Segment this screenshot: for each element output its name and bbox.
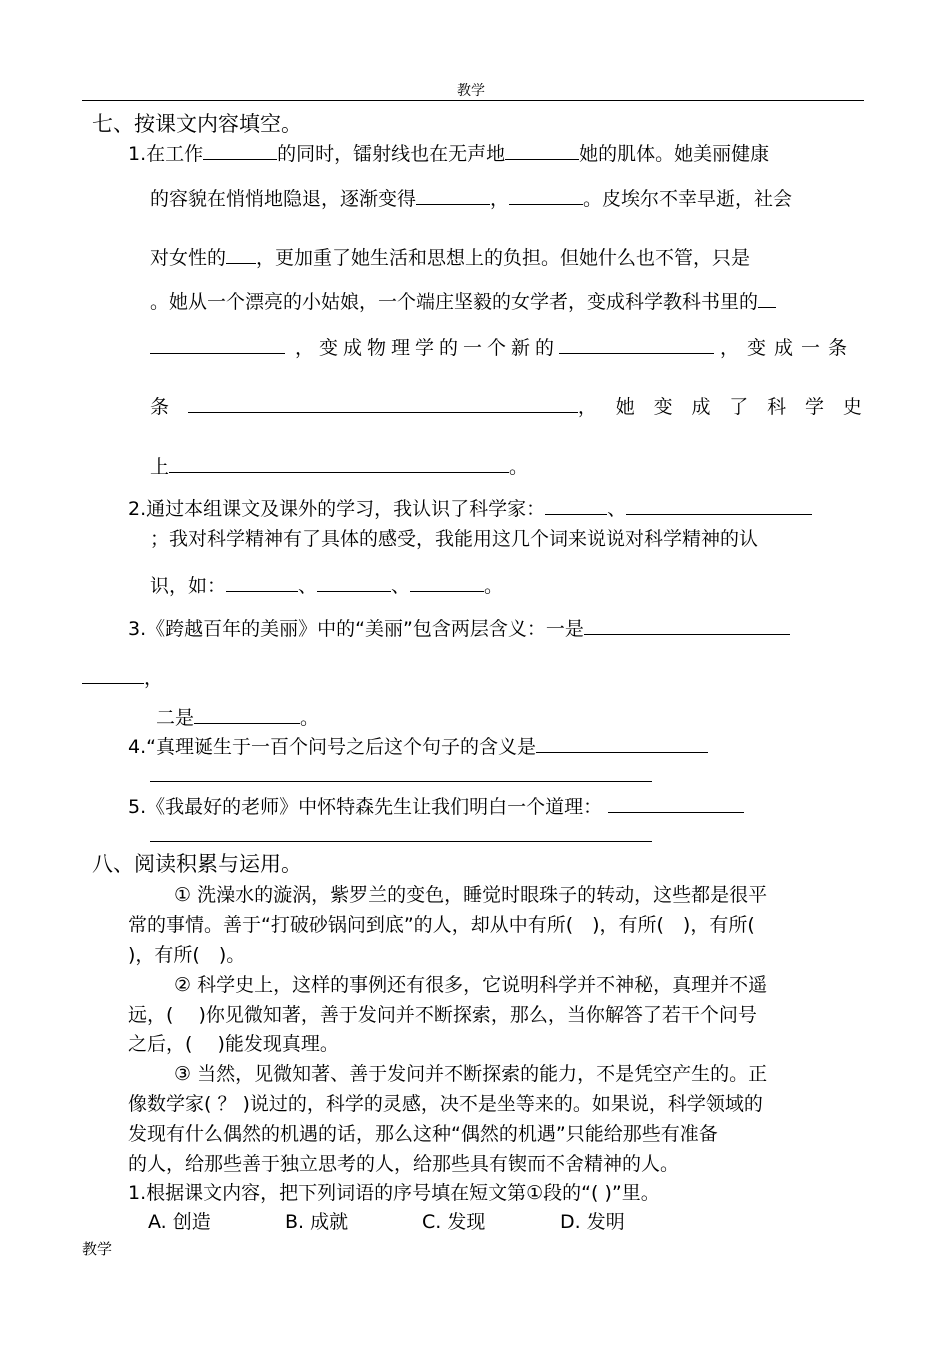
q1-line2: 的容貌在悄悄地隐退，逐渐变得 ， 。皮埃尔不幸早逝，社会 xyxy=(150,188,793,210)
blank[interactable] xyxy=(317,573,391,592)
blank[interactable] xyxy=(226,245,256,264)
blank[interactable] xyxy=(150,335,285,354)
blank[interactable] xyxy=(416,186,490,205)
blank[interactable] xyxy=(536,734,708,753)
blank[interactable] xyxy=(758,289,776,308)
p3-line2: 像数学家( ？ )说过的，科学的灵感，决不是坐等来的。如果说，科学领域的 xyxy=(128,1093,763,1115)
q2-line2: ；我对科学精神有了具体的感受，我能用这几个词来说说对科学精神的认 xyxy=(150,528,759,550)
section-7-title: 七、按课文内容填空。 xyxy=(92,112,302,136)
p3-line3: 发现有什么偶然的机遇的话，那么这种“偶然的机遇”只能给那些有准备 xyxy=(128,1123,718,1145)
blank[interactable] xyxy=(82,665,144,684)
p2-line3: 之后，( )能发现真理。 xyxy=(128,1033,339,1055)
blank[interactable] xyxy=(188,394,578,413)
q3-line2: ， xyxy=(82,663,163,690)
p1-line3: )，有所( )。 xyxy=(128,944,246,966)
q1-line4: 。她从一个漂亮的小姑娘，一个端庄坚毅的女学者，变成科学教科书里的 xyxy=(150,287,776,314)
blank[interactable] xyxy=(410,573,484,592)
p1-line2: 常的事情。善于“打破砂锅问到底”的人，却从中有所( )，有所( )，有所( xyxy=(128,914,755,936)
blank[interactable] xyxy=(509,186,583,205)
blank[interactable] xyxy=(545,496,607,515)
option-b: B. 成就 xyxy=(285,1211,349,1233)
q1-line7: 上 。 xyxy=(150,456,529,478)
p2-line2: 远，( )你见微知著，善于发问并不断探索，那么，当你解答了若干个问号 xyxy=(128,1004,757,1026)
q2-line3: 识，如： 、 、 。 xyxy=(150,575,504,597)
blank[interactable] xyxy=(626,496,812,515)
q4-answer-line[interactable] xyxy=(150,781,652,782)
section-8-title: 八、阅读积累与运用。 xyxy=(92,852,302,876)
q1-line6: 条 ， 她 变 成 了 科 学 史 xyxy=(150,396,862,418)
blank[interactable] xyxy=(169,454,509,473)
option-a: A. 创造 xyxy=(148,1211,211,1233)
page-footer: 教学 xyxy=(82,1240,113,1258)
q5-answer-line[interactable] xyxy=(150,841,652,842)
q2-line1: 2.通过本组课文及课外的学习，我认识了科学家： 、 xyxy=(128,494,812,521)
option-c: C. 发现 xyxy=(422,1211,486,1233)
q3-line1: 3.《跨越百年的美丽》中的“美丽”包含两层含义：一是 xyxy=(128,614,790,641)
q5-line1: 5.《我最好的老师》中怀特森先生让我们明白一个道理： xyxy=(128,792,744,819)
blank[interactable] xyxy=(608,794,744,813)
blank[interactable] xyxy=(584,616,790,635)
option-d: D. 发明 xyxy=(560,1211,625,1233)
q1-line3: 对女性的 ，更加重了她生活和思想上的负担。但她什么也不管，只是 xyxy=(150,247,751,269)
p3-line1: ③ 当然，见微知著、善于发问并不断探索的能力，不是凭空产生的。正 xyxy=(174,1063,768,1085)
q1-line5: ，变成物理学的一个新的 ，变成一条 xyxy=(150,333,862,360)
q1-number: 1. xyxy=(128,143,147,165)
blank[interactable] xyxy=(559,335,714,354)
header-rule xyxy=(82,100,864,101)
blank[interactable] xyxy=(203,141,277,160)
q1-line1: 1.在工作 的同时，镭射线也在无声地 她的肌体。她美丽健康 xyxy=(128,143,770,165)
p2-line1: ② 科学史上，这样的事例还有很多，它说明科学并不神秘，真理并不遥 xyxy=(174,974,768,996)
s8-question-1: 1.根据课文内容，把下列词语的序号填在短文第①段的“( )”里。 xyxy=(128,1182,660,1204)
q3-line3: 二是 。 xyxy=(156,707,320,729)
q4-line1: 4.“真理诞生于一百个问号之后这个句子的含义是 xyxy=(128,732,708,759)
blank[interactable] xyxy=(505,141,579,160)
p3-line4: 的人，给那些善于独立思考的人，给那些具有锲而不舍精神的人。 xyxy=(128,1153,680,1175)
page-header: 教学 xyxy=(457,83,485,99)
p1-line1: ① 洗澡水的漩涡，紫罗兰的变色，睡觉时眼珠子的转动，这些都是很平 xyxy=(174,884,768,906)
blank[interactable] xyxy=(226,573,298,592)
blank[interactable] xyxy=(194,705,300,724)
